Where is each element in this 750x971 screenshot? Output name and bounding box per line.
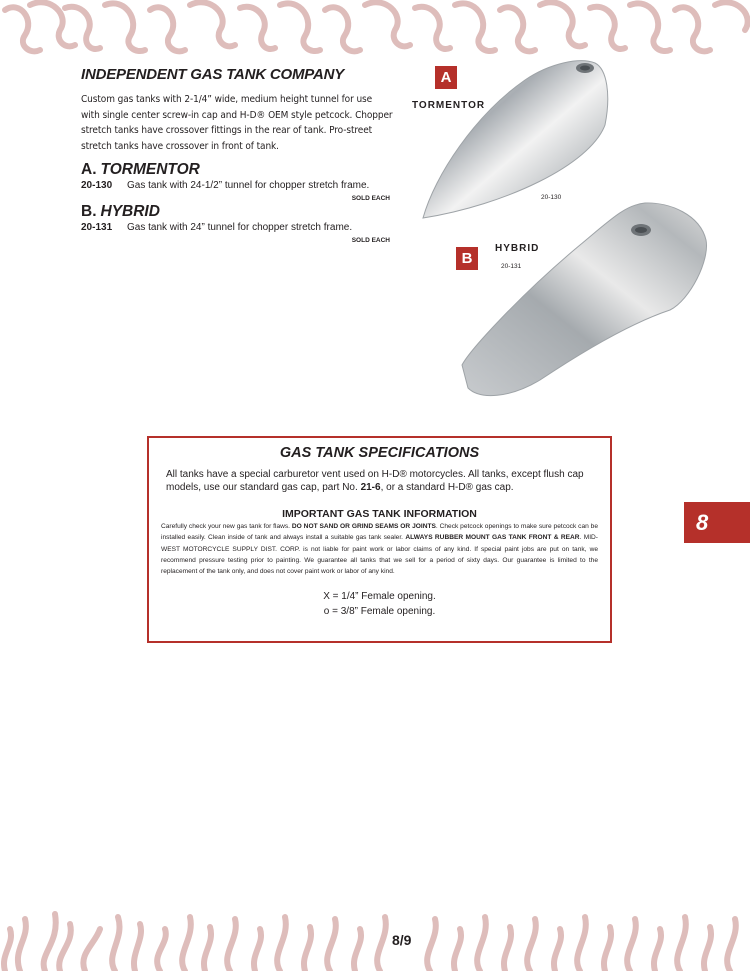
section-tab: 8 <box>684 502 750 543</box>
hybrid-tank-image <box>460 200 710 400</box>
gas-cap-part-number: 21-6 <box>360 482 381 493</box>
important-info-title: IMPORTANT GAS TANK INFORMATION <box>282 508 477 520</box>
important-text: . MID-WEST MOTORCYCLE SUPPLY DIST. CORP. is not liable for paint work or labor claims of any kind. If special paint jobs are put on tank, we recommend pressure testing prior to painting. We guarantee all tanks that we sell for a period of sixty days. Our guarantee is limited to the replacement of the tank only, and does not cover paint work or labor of any kind. <box>161 534 598 576</box>
flame-border-bottom <box>0 899 750 971</box>
flame-border-top <box>0 0 750 58</box>
important-info-body <box>161 521 598 577</box>
product-description-text: Gas tank with 24” tunnel for chopper stretch frame. <box>127 222 353 233</box>
intro-text: Custom gas tanks with 2-1/4” wide, medium height tunnel for use with single center screw-in cap and H-D® OEM style petcock. Chopper stretch tanks have crossover fittings in the rear of tank. Pro-street stretch tanks have crossover in front of tank. <box>81 94 393 152</box>
sold-each-label: SOLD EACH <box>351 195 390 202</box>
product-heading <box>81 203 393 220</box>
opening-legend <box>149 589 610 619</box>
gas-tank-specifications-box <box>147 436 612 643</box>
product-description-text: Gas tank with 24-1/2” tunnel for chopper stretch frame. <box>127 180 370 191</box>
product-name: HYBRID <box>100 203 160 220</box>
important-warning: DO NOT SAND OR GRIND SEAMS OR JOINTS <box>291 523 436 530</box>
page-number: 8/9 <box>392 932 412 948</box>
important-text: . Check petcock openings to make sure petcock can be installed easily. Clean inside of tank and always install a suitable gas tank sealer. <box>161 523 599 542</box>
product-letter: B. <box>81 203 97 220</box>
opening-legend-o: o = 3/8” Female opening. <box>323 606 436 618</box>
part-number: 20-130 <box>81 180 113 191</box>
product-heading <box>81 161 393 178</box>
product-letter: A. <box>81 161 97 178</box>
product-a <box>81 161 393 203</box>
product-description <box>81 66 393 245</box>
badge-b: B <box>456 247 478 270</box>
photo-label-tormentor: TORMENTOR <box>412 100 486 111</box>
badge-a: A <box>435 66 457 89</box>
product-line <box>81 179 393 192</box>
specs-text: All tanks have a special carburetor vent used on H-D® motorcycles. All tanks, except flush cap models, use our standard gas cap, part No. <box>166 469 584 493</box>
opening-legend-x: X = 1/4” Female opening. <box>323 591 436 603</box>
product-name: TORMENTOR <box>100 161 200 178</box>
specs-text: , or a standard H-D® gas cap. <box>380 482 514 493</box>
specs-body <box>166 468 594 494</box>
product-line <box>81 221 393 234</box>
product-b <box>81 203 393 245</box>
sold-each-label: SOLD EACH <box>351 237 390 244</box>
important-warning: ALWAYS RUBBER MOUNT GAS TANK FRONT & REAR <box>405 534 580 542</box>
photo-part-number: 20-131 <box>501 263 522 270</box>
important-text: Carefully check your new gas tank for flaws. <box>161 523 292 530</box>
specs-title: GAS TANK SPECIFICATIONS <box>279 445 480 461</box>
photo-part-number: 20-130 <box>541 194 562 201</box>
company-title: INDEPENDENT GAS TANK COMPANY <box>81 66 345 83</box>
part-number: 20-131 <box>81 222 113 233</box>
photo-label-hybrid: HYBRID <box>495 243 540 254</box>
